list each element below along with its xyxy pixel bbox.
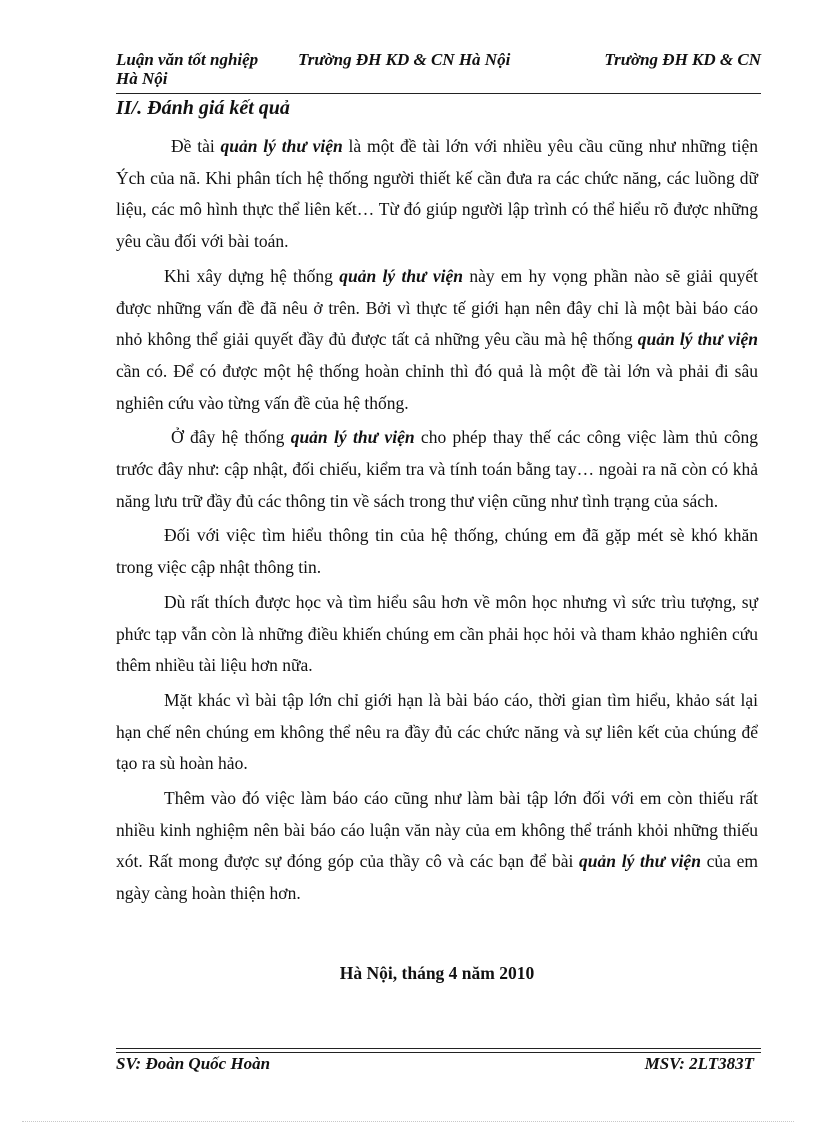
document-body [116,131,758,913]
section-title: II/. Đánh giá kết quả [116,97,290,119]
text-run: là một đề tài lớn với nhiều yêu cầu cũng như những tiện Ých của nã. Khi phân tích hệ thống người thiết kế cần đưa ra các chức năng, các luồng dữ liệu, các mô hình thực thể liên kết… Từ đó giúp người lập trình có thể hiểu rõ được những yêu cầu đối với bài toán. [116,136,758,252]
keyword-emphasis: quản lý thư viện [579,851,701,872]
paragraph: Đối với việc tìm hiểu thông tin của hệ thống, chúng em đã gặp mét sè khó khăn trong việc cập nhật thông tin. [116,525,758,578]
paragraph [116,261,758,420]
paragraph [116,783,758,910]
keyword-emphasis: quản lý thư viện [290,427,415,448]
keyword-emphasis: quản lý thư viện [339,265,463,286]
footer-student-name: SV: Đoàn Quốc Hoàn [116,1054,271,1073]
footer-divider [116,1048,761,1053]
header-line [116,50,761,69]
paragraph: Mặt khác vì bài tập lớn chỉ giới hạn là bài báo cáo, thời gian tìm hiểu, khảo sát lại hạn chế nên chúng em không thể nêu ra đầy đủ các chức năng và sự liên kết của chúng để tạo ra sù hoàn hảo. [116,689,758,774]
text-run: Khi xây dựng hệ thống [164,265,340,286]
header-university-repeat: Trường ĐH KD & CN [604,50,761,69]
text-run: của em ngày càng hoàn thiện hơn. [116,851,758,904]
text-run: Ở đây hệ thống [171,427,291,448]
text-run: Thêm vào đó việc làm báo cáo cũng như làm bài tập lớn đối với em còn thiếu rất nhiều kinh nghiệm nên bài báo cáo luận văn này của em không thể tránh khỏi những thiếu xót. Rất mong được sự đóng góp của thầy cô và các bạn để bài [116,788,758,872]
keyword-emphasis: quản lý thư viện [637,329,758,350]
text-run: cần có. Để có được một hệ thống hoàn chỉnh thì đó quả là một đề tài lớn và phải đi sâu nghiên cứu vào từng vấn đề của hệ thống. [116,360,758,413]
header-divider [116,93,761,94]
text-run: cho phép thay thế các công việc làm thủ công trước đây như: cập nhật, đối chiếu, kiểm tra và tính toán bằng tay… ngoài ra nã còn có khả năng lưu trữ đầy đủ các thông tin về sách trong thư viện cũng như tình trạng của sách. [116,427,758,511]
page-header [116,50,761,88]
footer-student-id: MSV: 2LT383T [644,1054,754,1073]
header-thesis-label: Luận văn tốt nghiệp [116,50,259,69]
paragraph [116,131,758,258]
paragraph: Dù rất thích được học và tìm hiểu sâu hơn về môn học nhưng vì sức trìu tượng, sự phức tạp vẫn còn là những điều khiến chúng em cần phải học hỏi và tham khảo nghiên cứu thêm nhiều tài liệu hơn nữa. [116,591,758,676]
header-university: Trường ĐH KD & CN Hà Nội [298,50,511,69]
page-edge-divider [22,1121,794,1122]
keyword-emphasis: quản lý thư viện [220,136,343,156]
header-city: Hà Nội [116,69,168,88]
text-run: này em hy vọng phần nào sẽ giải quyết được những vấn đề đã nêu ở trên. Bởi vì thực tế giới hạn nên đây chỉ là một bài báo cáo nhỏ không thể giải quyết đầy đủ được tất cả những yêu cầu mà hệ thống [116,265,758,350]
signature-date: Hà Nội, tháng 4 năm 2010 [339,963,535,983]
header-line-wrap [116,69,761,88]
paragraph [116,422,758,517]
text-run: Đề tài [171,136,221,156]
